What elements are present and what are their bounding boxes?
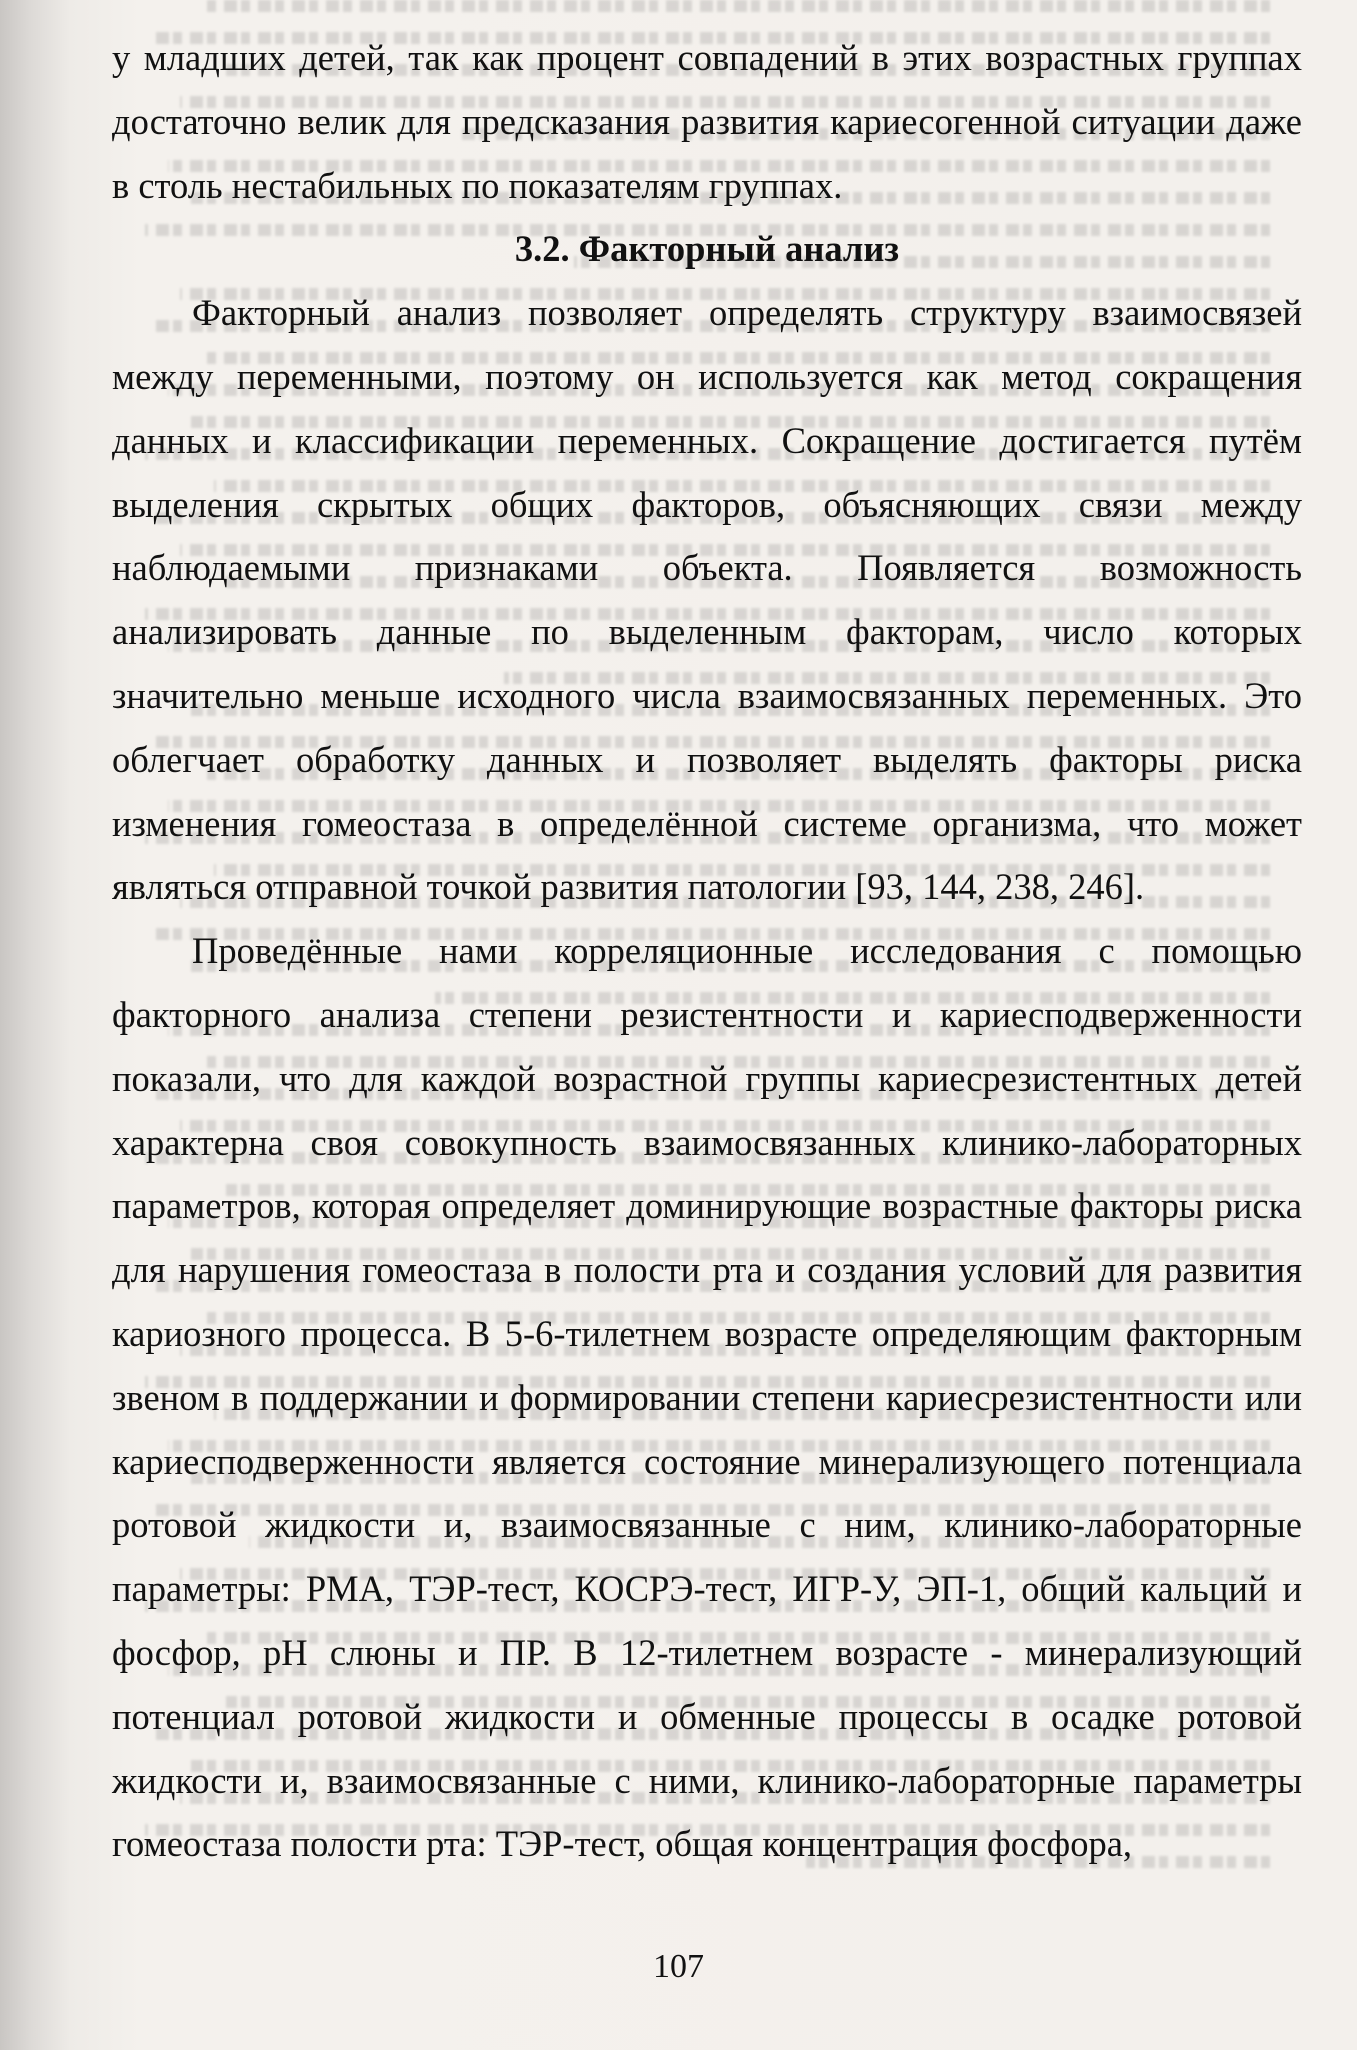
paragraph: Проведённые нами корреляционные исследования с помощью факторного анализа степени резистентности и кариесподверженности показали, что для каждой возрастной группы кариесрезистентных детей характерна своя совокупность взаимосвязанных клинико-лабораторных параметров, которая определяет доминирующие возрастные факторы риска для нарушения гомеостаза в полости рта и создания условий для развития кариозного процесса. В 5-6-тилетнем возрасте определяющим факторным звеном в поддержании и формировании степени кариесрезистентности или кариесподверженности является состояние минерализующего потенциала ротовой жидкости и, взаимосвязанные с ним, клинико-лабораторные параметры: РМА, ТЭР-тест, КОСРЭ-тест, ИГР-У, ЭП-1, общий кальций и фосфор, рН слюны и ПР. В 12-тилетнем возрасте - минерализующий потенциал ротовой жидкости и обменные процессы в осадке ротовой жидкости и, взаимосвязанные с ними, клинико-лабораторные параметры гомеостаза полости рта: ТЭР-тест, общая концентрация фосфора,	[112, 930, 1302, 1865]
paragraph: Факторный анализ позволяет определять структуру взаимосвязей между переменными, поэтому он используется как метод сокращения данных и классификации переменных. Сокращение достигается путём выделения скрытых общих факторов, объясняющих связи между наблюдаемыми признаками объекта. Появляется возможность анализировать данные по выделенным факторам, число которых значительно меньше исходного числа взаимосвязанных переменных. Это облегчает обработку данных и позволяет выделять факторы риска изменения гомеостаза в определённой системе организма, что может являться отправной точкой развития патологии [93, 144, 238, 246].	[112, 292, 1302, 908]
body-text	[112, 26, 1302, 1876]
page-number: 107	[653, 1948, 704, 1985]
section-heading: 3.2. Факторный анализ	[514, 228, 900, 270]
paragraph: у младших детей, так как процент совпадений в этих возрастных группах достаточно велик для предсказания развития кариесогенной ситуации даже в столь нестабильных по показателям группах.	[112, 37, 1302, 206]
